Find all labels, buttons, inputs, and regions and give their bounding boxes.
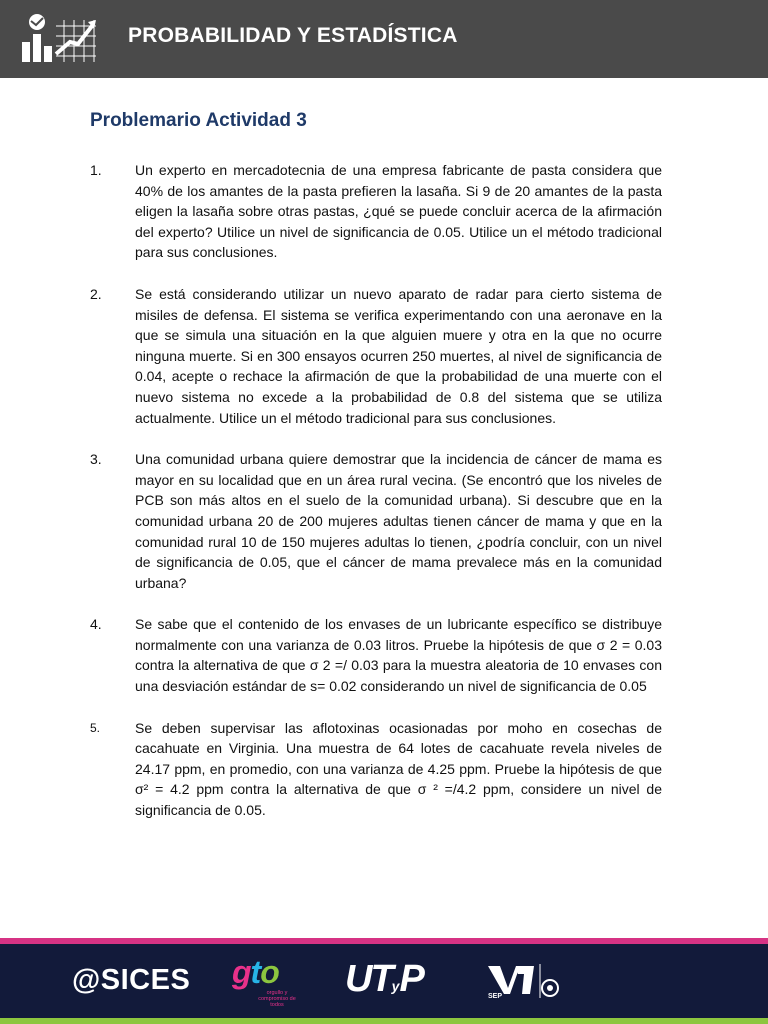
gto-letter-o: o: [260, 954, 279, 990]
problem-text: Se está considerando utilizar un nuevo aparato de radar para cierto sistema de misiles de defensa. El sistema se verifica experimentando con una aeronave en la que se simula una situación en la que alguien muere y otra en la que no ocurre ninguna muerte. Si en 300 ensayos ocurren 250 muertes, al nivel de significancia de 0.04, acepte o rechace la afirmación de que la probabilidad de una muerte con el nuevo sistema no excede a la probabilidad de 0.8 del sistema que se utiliza actualmente. Utilice un el método tradicional para sus conclusiones.: [135, 285, 662, 426]
problem-text: Se sabe que el contenido de los envases de un lubricante específico se distribuye normalmente con una varianza de 0.03 litros. Pruebe la hipótesis de que σ 2 = 0.03 contra la alternativa de que σ 2 =/ 0.03 para la muestra aleatoria de 10 envases con una desviación estándar de s= 0.02 considerando un nivel de significancia de 0.05: [135, 616, 662, 695]
problem-number: 1.: [90, 162, 102, 178]
problem-item: [90, 614, 662, 696]
page-footer: [0, 944, 768, 1018]
gto-logo: [232, 954, 302, 1012]
gto-letter-t: t: [250, 954, 261, 990]
problem-list: [90, 160, 662, 842]
problem-item: [90, 284, 662, 428]
footer-green-stripe: [0, 1018, 768, 1024]
problem-number: 5.: [90, 720, 101, 735]
problem-item: [90, 449, 662, 593]
problem-item: [90, 718, 662, 821]
sices-logo: @SICES: [72, 964, 191, 996]
problem-item: [90, 160, 662, 263]
utp-logo-small: y: [391, 978, 400, 994]
problem-text: Se deben supervisar las aflotoxinas ocasionadas por moho en cosechas de cacahuate en Virginia. Una muestra de 64 lotes de cacahuate revela niveles de 24.17 ppm, en promedio, con una varianza de 4.25 ppm. Pruebe la hipótesis de que σ² = 4.2 ppm contra la alternativa de que σ ² =/4.2 ppm, considere un nivel de significancia de 0.05.: [135, 719, 662, 819]
gto-logo-word: [232, 954, 279, 991]
problem-number: 4.: [90, 616, 102, 633]
sep-label: SEP: [488, 993, 503, 1000]
page-header: [0, 0, 768, 78]
problem-number: 2.: [90, 285, 102, 302]
document-title: Problemario Actividad 3: [90, 110, 307, 131]
utp-logo: [345, 958, 423, 1001]
problem-number: 3.: [90, 451, 102, 468]
gto-tagline: orgullo y compromiso de todos: [258, 990, 296, 1008]
problem-text: Un experto en mercadotecnia de una empresa fabricante de pasta considera que 40% de los amantes de la pasta prefieren la lasaña. Si 9 de 20 amantes de la pasta eligen la lasaña sobre otras pastas, ¿qué se puede concluir acerca de la afirmación del experto? Utilice un nivel de significancia de 0.05. Utilice un el método tradicional para sus conclusiones.: [135, 162, 662, 261]
page-header-title: PROBABILIDAD Y ESTADÍSTICA: [128, 24, 458, 47]
statistics-chart-icon: [18, 10, 98, 64]
gto-letter-g: g: [232, 954, 251, 990]
utp-logo-end: P: [399, 958, 423, 1000]
problem-text: Una comunidad urbana quiere demostrar que la incidencia de cáncer de mama es mayor en su localidad que en un área rural vecina. (Se encontró que los niveles de PCB son más altos en el suelo de la comunidad urbana). Si descubre que en la comunidad urbana 20 de 200 mujeres adultas tienen cáncer de mama y que en la comunidad rural 10 de 150 mujeres adultas lo tienen, ¿podría concluir, con un nivel de significancia de 0.05, que el cáncer de mama prevalece más en la comunidad urbana?: [135, 451, 662, 591]
utp-logo-main: UT: [345, 958, 392, 1000]
